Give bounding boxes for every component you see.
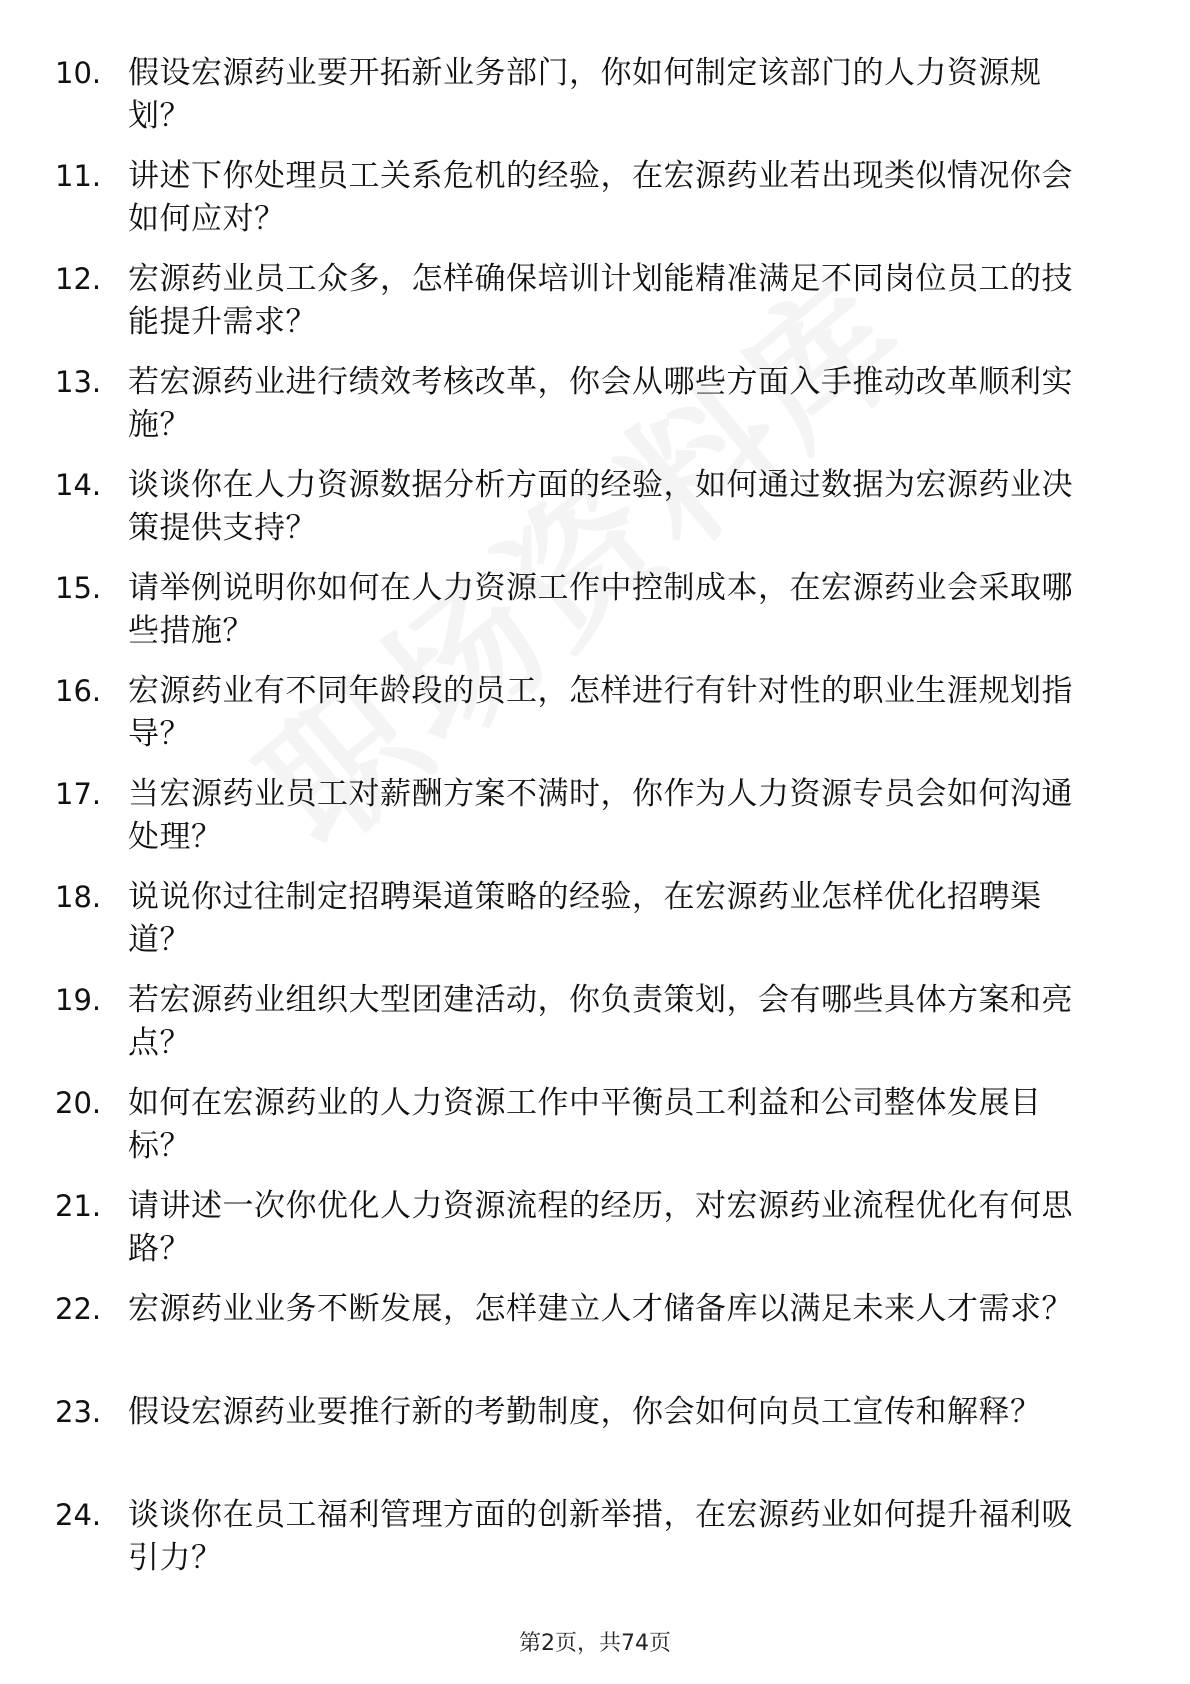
question-number: 22. xyxy=(55,1292,102,1326)
question-text: 如何在宏源药业的人力资源工作中平衡员工利益和公司整体发展目标？ xyxy=(128,1085,1042,1164)
question-text: 若宏源药业进行绩效考核改革，你会从哪些方面入手推动改革顺利实施？ xyxy=(128,364,1073,443)
question-number: 19. xyxy=(55,983,102,1017)
list-item xyxy=(0,361,1190,464)
question-number: 10. xyxy=(55,56,102,90)
question-text: 谈谈你在员工福利管理方面的创新举措，在宏源药业如何提升福利吸引力？ xyxy=(128,1497,1073,1576)
question-text: 当宏源药业员工对薪酬方案不满时，你作为人力资源专员会如何沟通处理？ xyxy=(128,776,1073,855)
list-item xyxy=(0,52,1190,155)
page-number-footer: 第2页，共74页 xyxy=(519,1631,671,1656)
question-text: 请讲述一次你优化人力资源流程的经历，对宏源药业流程优化有何思路？ xyxy=(128,1188,1073,1267)
question-number: 12. xyxy=(55,262,102,296)
question-number: 20. xyxy=(55,1086,102,1120)
list-item xyxy=(0,155,1190,258)
question-text: 假设宏源药业要推行新的考勤制度，你会如何向员工宣传和解释？ xyxy=(128,1394,1042,1430)
list-item xyxy=(0,773,1190,876)
list-item xyxy=(0,258,1190,361)
question-number: 23. xyxy=(55,1395,102,1429)
question-number: 15. xyxy=(55,571,102,605)
question-list xyxy=(0,52,1190,1597)
question-text: 宏源药业业务不断发展，怎样建立人才储备库以满足未来人才需求？ xyxy=(128,1291,1073,1327)
list-item xyxy=(0,1391,1190,1494)
list-item xyxy=(0,670,1190,773)
list-item xyxy=(0,464,1190,567)
question-number: 18. xyxy=(55,880,102,914)
question-text: 讲述下你处理员工关系危机的经验，在宏源药业若出现类似情况你会如何应对？ xyxy=(128,158,1073,237)
question-text: 宏源药业有不同年龄段的员工，怎样进行有针对性的职业生涯规划指导？ xyxy=(128,673,1073,752)
list-item xyxy=(0,1185,1190,1288)
question-number: 14. xyxy=(55,468,102,502)
question-text: 宏源药业员工众多，怎样确保培训计划能精准满足不同岗位员工的技能提升需求？ xyxy=(128,261,1073,340)
question-text: 谈谈你在人力资源数据分析方面的经验，如何通过数据为宏源药业决策提供支持？ xyxy=(128,467,1073,546)
question-text: 若宏源药业组织大型团建活动，你负责策划，会有哪些具体方案和亮点？ xyxy=(128,982,1073,1061)
question-text: 请举例说明你如何在人力资源工作中控制成本，在宏源药业会采取哪些措施？ xyxy=(128,570,1073,649)
question-number: 21. xyxy=(55,1189,102,1223)
question-text: 假设宏源药业要开拓新业务部门，你如何制定该部门的人力资源规划？ xyxy=(128,55,1042,134)
list-item xyxy=(0,1082,1190,1185)
question-number: 17. xyxy=(55,777,102,811)
question-number: 13. xyxy=(55,365,102,399)
list-item xyxy=(0,1494,1190,1597)
list-item xyxy=(0,1288,1190,1391)
list-item xyxy=(0,979,1190,1082)
list-item xyxy=(0,567,1190,670)
question-text: 说说你过往制定招聘渠道策略的经验，在宏源药业怎样优化招聘渠道？ xyxy=(128,879,1042,958)
question-number: 24. xyxy=(55,1498,102,1532)
list-item xyxy=(0,876,1190,979)
question-number: 16. xyxy=(55,674,102,708)
question-number: 11. xyxy=(55,159,102,193)
